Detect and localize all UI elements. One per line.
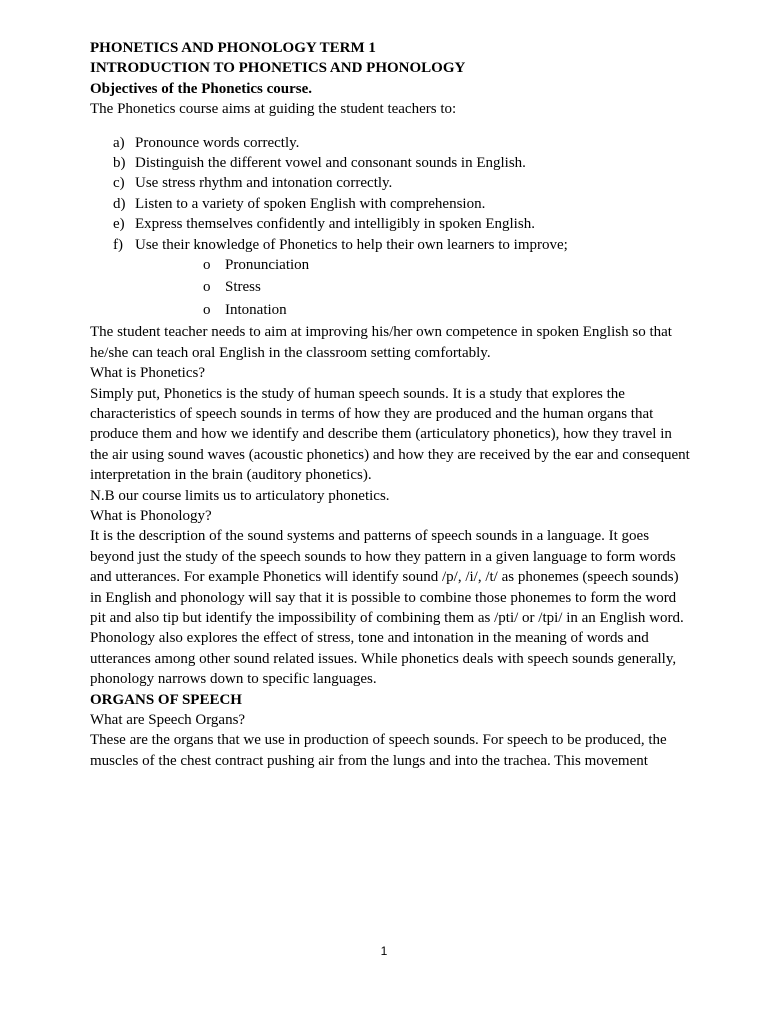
competence-paragraph: The student teacher needs to aim at improving his/her own competence in spoken English so that he/she can teach oral English in the classroom setting comfortably. xyxy=(90,324,672,361)
phonology-paragraph: It is the description of the sound systems and patterns of speech sounds in a language. It goes beyond just the study of the speech sounds to how they pattern in a given language to form words and utterances. For example Phonetics will identify sound /p/, /i/, /t/ as phonemes (speech sounds) in English and phonology will say that it is possible to combine those phonemes to form the word pit and also tip but identify the impossibility of combining them as /pti/ or /tpi/ in an English word. Phonology also explores the effect of stress, tone and intonation in the meaning of words and utterances among other sound related issues. While phonetics deals with speech sounds generally, phonology narrows down to specific languages. xyxy=(90,528,684,688)
organs-paragraph: These are the organs that we use in production of speech sounds. For speech to be produced, the muscles of the chest contract pushing air from the lungs and into the trachea. This movement xyxy=(90,732,667,769)
organs-question: What are Speech Organs? xyxy=(90,712,246,728)
document-title: PHONETICS AND PHONOLOGY TERM 1 xyxy=(90,40,376,56)
objective-marker: f) xyxy=(113,236,123,253)
objective-text: Distinguish the different vowel and consonant sounds in English. xyxy=(135,155,526,172)
objective-marker: c) xyxy=(113,175,125,192)
objective-item xyxy=(90,194,690,214)
circle-bullet-icon: o xyxy=(203,257,211,274)
sub-item-text: Pronunciation xyxy=(225,257,310,274)
circle-bullet-icon: o xyxy=(203,301,211,318)
intro-heading: INTRODUCTION TO PHONETICS AND PHONOLOGY xyxy=(90,60,466,77)
organs-heading: ORGANS OF SPEECH xyxy=(90,691,242,708)
improvement-sublist xyxy=(90,255,690,320)
objective-item xyxy=(90,153,690,173)
objective-item xyxy=(90,235,690,255)
sub-list-item xyxy=(90,300,690,320)
sub-list-item xyxy=(90,277,690,297)
objectives-list xyxy=(90,133,690,255)
objective-text: Listen to a variety of spoken English with comprehension. xyxy=(135,195,486,212)
nb-note: N.B our course limits us to articulatory phonetics. xyxy=(90,487,390,504)
objective-item xyxy=(90,133,690,153)
objective-item xyxy=(90,173,690,193)
phonetics-paragraph: Simply put, Phonetics is the study of human speech sounds. It is a study that explores the characteristics of speech sounds in terms of how they are produced and the human organs that produce them and how we identify and describe them (articulatory phonetics), how they travel in the air using sound waves (acoustic phonetics) and how they are received by the ear and consequent interpretation in the brain (auditory phonetics). xyxy=(90,385,690,484)
phonetics-question: What is Phonetics? xyxy=(90,365,205,382)
circle-bullet-icon: o xyxy=(203,279,211,296)
sub-item-text: Stress xyxy=(225,279,261,296)
objective-marker: e) xyxy=(113,216,125,233)
objective-item xyxy=(90,214,690,234)
page-number: 1 xyxy=(380,944,388,958)
objective-marker: a) xyxy=(113,134,125,151)
phonology-question: What is Phonology? xyxy=(90,507,212,524)
sub-list-item xyxy=(90,255,690,275)
aims-intro: The Phonetics course aims at guiding the student teachers to: xyxy=(90,101,457,118)
objective-marker: b) xyxy=(113,155,126,172)
objective-text: Use their knowledge of Phonetics to help their own learners to improve; xyxy=(135,236,568,253)
objective-text: Pronounce words correctly. xyxy=(135,134,300,151)
objectives-heading: Objectives of the Phonetics course. xyxy=(90,80,313,97)
objective-text: Use stress rhythm and intonation correctly. xyxy=(135,175,393,192)
sub-item-text: Intonation xyxy=(225,301,287,318)
objective-text: Express themselves confidently and intelligibly in spoken English. xyxy=(135,216,535,233)
objective-marker: d) xyxy=(113,195,126,212)
document-page xyxy=(90,38,690,771)
